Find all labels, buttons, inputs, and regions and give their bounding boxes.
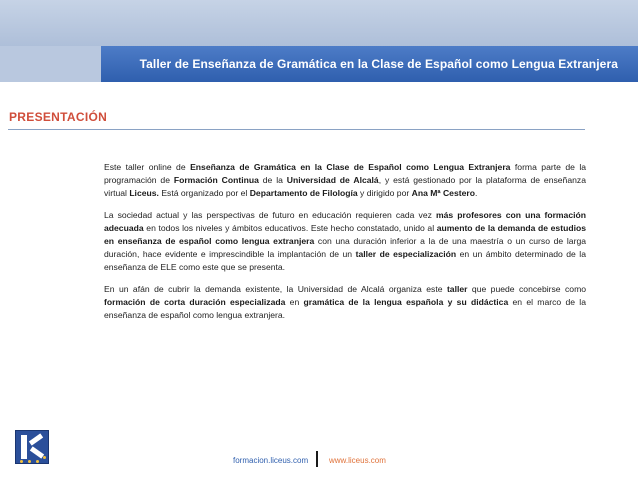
body-text: y dirigido por bbox=[357, 188, 412, 198]
emphasis-text: taller de especialización bbox=[355, 249, 457, 259]
header-left-block bbox=[0, 46, 101, 82]
header-top-band bbox=[0, 0, 638, 46]
emphasis-text: gramática de la lengua española y su didáctica bbox=[303, 297, 509, 307]
body-text: en un ámbito determinado de la enseñanza de ELE como este que se presenta. bbox=[104, 249, 586, 272]
emphasis-text: Enseñanza de Gramática en la Clase de Español como Lengua Extranjera bbox=[190, 162, 511, 172]
body-text: Está organizado por el bbox=[158, 188, 250, 198]
body-text: En un afán de cubrir la demanda existente, la Universidad de Alcalá organiza este bbox=[104, 284, 447, 294]
body-text: que puede concebirse como bbox=[467, 284, 587, 294]
body-text: en todos los niveles y ámbitos educativos. Este hecho constatado, unido al bbox=[143, 223, 437, 233]
footer-link-liceus[interactable]: www.liceus.com bbox=[329, 456, 386, 465]
emphasis-text: Departamento de Filología bbox=[249, 188, 358, 198]
emphasis-text: Ana Mª Cestero bbox=[411, 188, 475, 198]
heading-divider bbox=[8, 129, 585, 130]
body-text: . bbox=[474, 188, 478, 198]
section-heading: PRESENTACIÓN bbox=[9, 110, 108, 124]
emphasis-text: más profesores con una formación adecuada bbox=[104, 210, 586, 233]
footer-separator bbox=[316, 451, 318, 467]
emphasis-text: taller bbox=[446, 284, 468, 294]
emphasis-text: aumento de la demanda de estudios en enseñanza de español como lengua extranjera bbox=[104, 223, 586, 246]
emphasis-text: Formación Continua bbox=[173, 175, 259, 185]
body-text: forma parte de la programación de bbox=[104, 162, 587, 185]
body-text: , y está gestionado por la plataforma de enseñanza virtual bbox=[104, 175, 586, 198]
paragraph-1 bbox=[104, 161, 586, 200]
presentation-body bbox=[104, 161, 586, 331]
paragraph-2 bbox=[104, 209, 586, 274]
body-text: de la bbox=[258, 175, 287, 185]
footer bbox=[0, 451, 638, 471]
page-title: Taller de Enseñanza de Gramática en la Clase de Español como Lengua Extranjera bbox=[139, 57, 618, 71]
emphasis-text: formación de corta duración especializada bbox=[104, 297, 286, 307]
body-text: La sociedad actual y las perspectivas de futuro en educación requieren cada vez bbox=[104, 210, 436, 220]
body-text: con una duración inferior a la de una maestría o un curso de larga duración, hace evidente e imprescindible la implantación de un bbox=[104, 236, 587, 259]
body-text: en el marco de la enseñanza de español como lengua extranjera. bbox=[104, 297, 586, 320]
header-title-bar bbox=[101, 46, 638, 82]
emphasis-text: Liceus. bbox=[129, 188, 159, 198]
footer-link-formacion[interactable]: formacion.liceus.com bbox=[233, 456, 309, 465]
paragraph-3 bbox=[104, 283, 586, 322]
body-text: en bbox=[285, 297, 304, 307]
body-text: Este taller online de bbox=[104, 162, 191, 172]
emphasis-text: Universidad de Alcalá bbox=[286, 175, 379, 185]
